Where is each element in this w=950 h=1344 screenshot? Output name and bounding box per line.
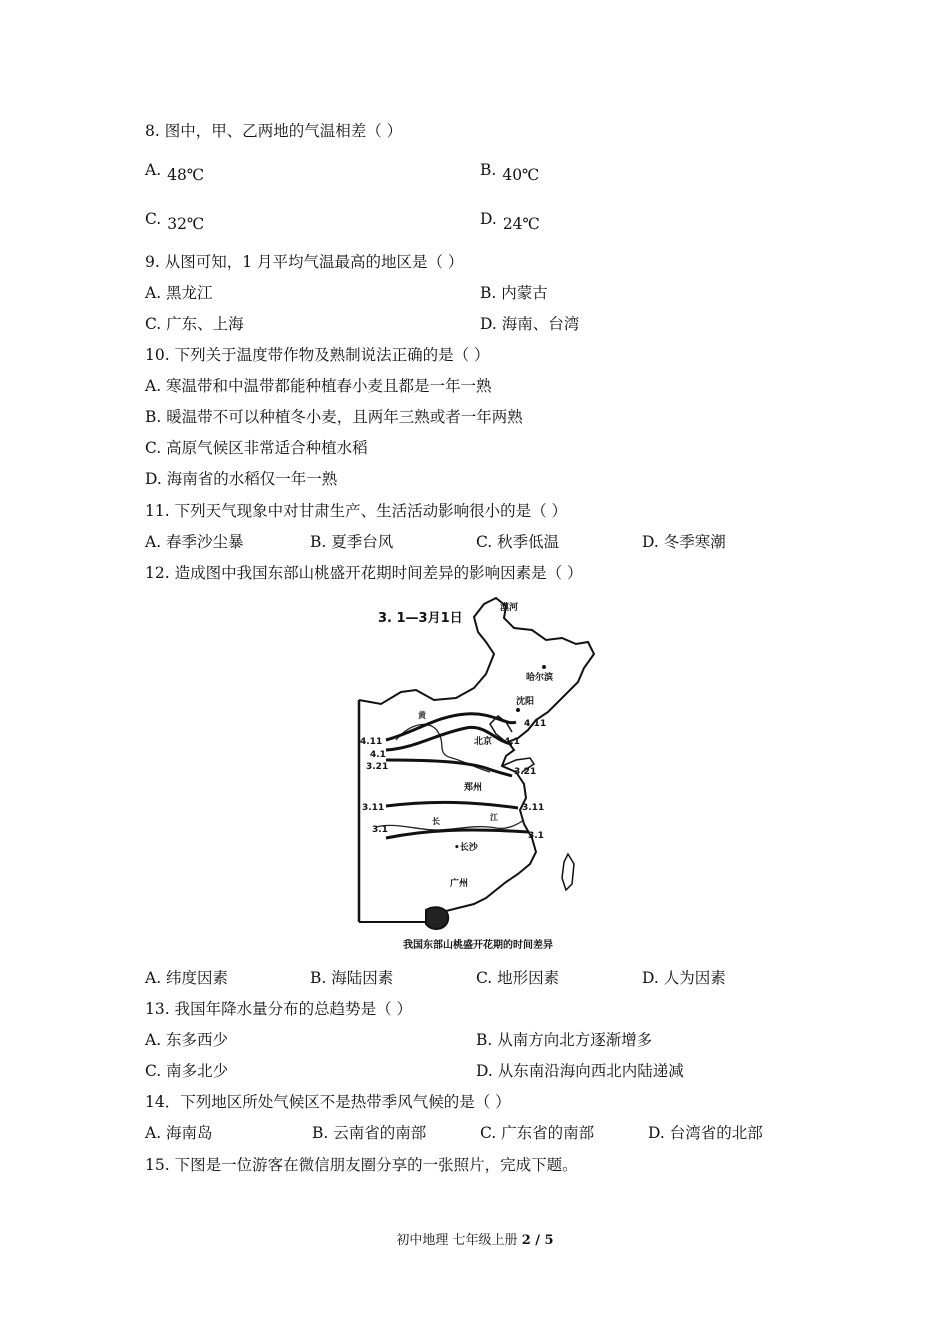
q13-option-a: A. 东多西少 — [145, 1031, 229, 1049]
q14-option-a: A. 海南岛 — [145, 1124, 213, 1142]
map-caption: 我国东部山桃盛开花期的时间差异 — [403, 940, 553, 951]
option-letter: D. — [480, 210, 497, 228]
q8-option-c — [145, 209, 205, 233]
q8-option-b — [480, 160, 540, 184]
q13-option-d: D. 从东南沿海向西北内陆递减 — [476, 1062, 684, 1080]
q14-option-c: C. 广东省的南部 — [480, 1124, 595, 1142]
q9-option-d: D. 海南、台湾 — [480, 315, 580, 333]
city-label: 广州 — [450, 879, 469, 889]
page-number: 2 / 5 — [521, 1233, 554, 1248]
q12-option-d: D. 人为因素 — [642, 969, 726, 987]
isoline-label: 3.1 — [372, 825, 388, 835]
isoline-label: 4.1 — [504, 737, 520, 747]
q14-option-d: D. 台湾省的北部 — [648, 1124, 763, 1142]
q10-option-b: B. 暖温带不可以种植冬小麦，且两年三熟或者一年两熟 — [145, 408, 523, 426]
q12-option-c: C. 地形因素 — [476, 969, 560, 987]
q8-option-d — [480, 209, 540, 233]
q14-option-b: B. 云南省的南部 — [312, 1124, 427, 1142]
city-label: 北京 — [474, 737, 493, 747]
option-value: 48℃ — [167, 166, 205, 184]
option-value: 40℃ — [502, 166, 540, 184]
page-footer — [0, 1229, 950, 1248]
q12-option-b: B. 海陆因素 — [310, 969, 394, 987]
city-label: 漠河 — [500, 603, 519, 613]
q9-option-c: C. 广东、上海 — [145, 315, 244, 333]
isoline-label: 3.11 — [522, 803, 545, 813]
map-background — [356, 592, 600, 954]
blossom-map — [356, 592, 600, 954]
q10-option-a: A. 寒温带和中温带都能种植春小麦且都是一年一熟 — [145, 377, 492, 395]
q15-stem: 15. 下图是一位游客在微信朋友圈分享的一张照片，完成下题。 — [145, 1156, 578, 1174]
q9-option-a: A. 黑龙江 — [145, 284, 213, 302]
hainan-island — [426, 907, 448, 929]
isoline-label: 4.11 — [360, 737, 383, 747]
q9-stem: 9. 从图可知，1 月平均气温最高的地区是（ ） — [145, 253, 464, 271]
city-label: 郑州 — [464, 783, 483, 793]
option-value: 24℃ — [502, 215, 540, 233]
q12-option-a: A. 纬度因素 — [145, 969, 229, 987]
q11-option-a: A. 春季沙尘暴 — [145, 533, 244, 551]
q9-option-b: B. 内蒙古 — [480, 284, 548, 302]
q8-stem: 8. 图中，甲、乙两地的气温相差（ ） — [145, 122, 403, 140]
isoline-label: 3.21 — [366, 762, 389, 772]
city-dot — [542, 665, 546, 669]
map-title: 3. 1—3月1日 — [378, 611, 463, 626]
q13-option-c: C. 南多北少 — [145, 1062, 229, 1080]
q8-option-a — [145, 160, 205, 184]
q14-stem: 14．下列地区所处气候区不是热带季风气候的是（ ） — [145, 1093, 511, 1111]
q10-option-c: C. 高原气候区非常适合种植水稻 — [145, 439, 368, 457]
isoline-label: 3.21 — [514, 767, 537, 777]
option-letter: B. — [480, 161, 497, 179]
q10-option-d: D. 海南省的水稻仅一年一熟 — [145, 470, 338, 488]
q11-option-c: C. 秋季低温 — [476, 533, 560, 551]
city-dot — [516, 708, 520, 712]
option-letter: C. — [145, 210, 162, 228]
option-value: 32℃ — [167, 215, 205, 233]
city-label: 哈尔滨 — [526, 673, 554, 683]
isoline-label: 3.11 — [362, 803, 385, 813]
river-label: 江 — [490, 813, 498, 822]
isoline-label: 4.11 — [524, 719, 547, 729]
river-label: 黄 — [418, 711, 426, 720]
q11-option-b: B. 夏季台风 — [310, 533, 394, 551]
isoline-label: 3.1 — [528, 831, 544, 841]
city-label: •长沙 — [454, 843, 478, 853]
isoline-label: 4.1 — [370, 750, 386, 760]
river-label: 长 — [432, 817, 440, 826]
q13-option-b: B. 从南方向北方逐渐增多 — [476, 1031, 653, 1049]
q10-stem: 10. 下列关于温度带作物及熟制说法正确的是（ ） — [145, 346, 490, 364]
q11-stem: 11. 下列天气现象中对甘肃生产、生活活动影响很小的是（ ） — [145, 502, 568, 520]
q11-option-d: D. 冬季寒潮 — [642, 533, 726, 551]
q13-stem: 13. 我国年降水量分布的总趋势是（ ） — [145, 1000, 413, 1018]
footer-text: 初中地理 七年级上册 — [396, 1233, 522, 1248]
option-letter: A. — [145, 161, 162, 179]
q12-stem: 12. 造成图中我国东部山桃盛开花期时间差异的影响因素是（ ） — [145, 564, 583, 582]
city-label: 沈阳 — [516, 697, 535, 707]
